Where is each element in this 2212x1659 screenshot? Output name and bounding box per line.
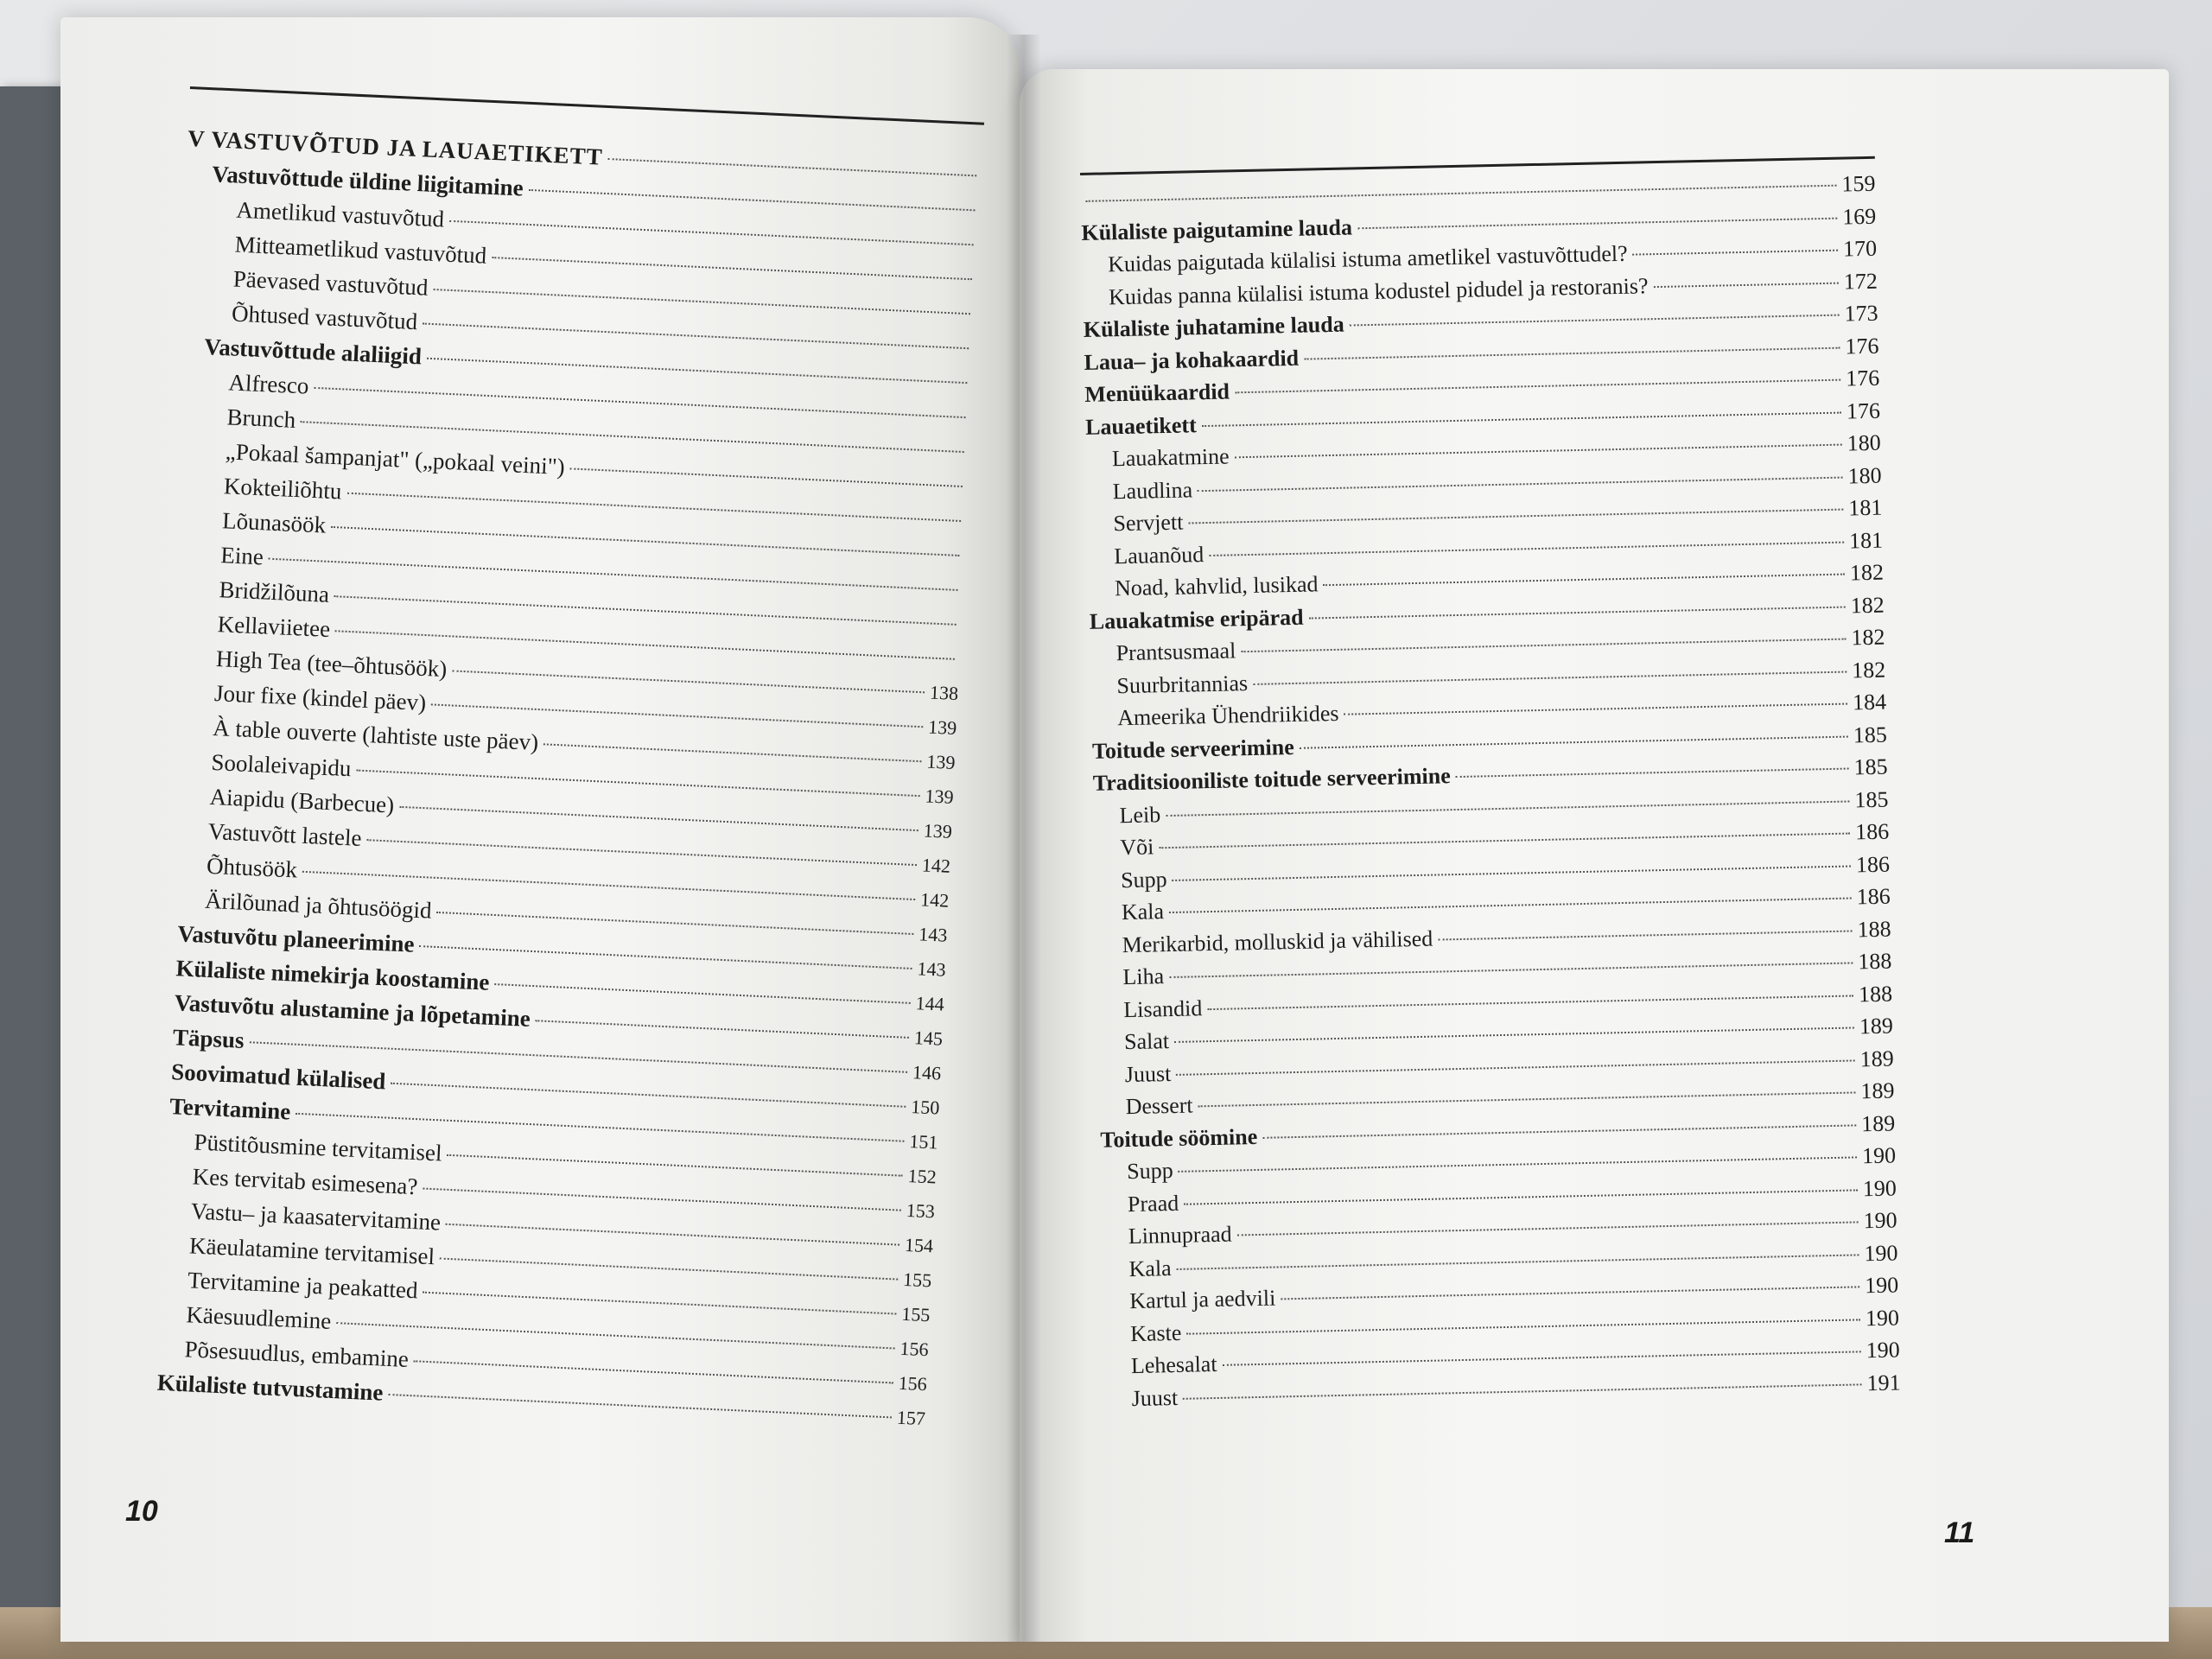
toc-entry-title: Päevased vastuvõtud (232, 265, 429, 301)
toc-entry-page: 190 (1862, 1174, 1897, 1201)
toc-entry-page: 151 (908, 1130, 939, 1154)
dot-leader (1456, 768, 1849, 779)
dot-leader (543, 743, 922, 762)
toc-entry-title: Jour fixe (kindel päev) (213, 680, 427, 716)
toc-entry-title: Laudlina (1112, 476, 1193, 504)
toc-entry-title: Servjett (1113, 509, 1184, 537)
toc-entry-title: Kartul ja aedvili (1129, 1285, 1276, 1314)
toc-entry-title: Külaliste paigutamine lauda (1081, 213, 1353, 245)
toc-entry-title: Külaliste nimekirja koostamine (175, 955, 491, 995)
book-gutter (1007, 35, 1041, 1642)
toc-entry-title: Liha (1122, 963, 1165, 990)
toc-entry-title: Noad, kahvlid, lusikad (1114, 571, 1319, 601)
dot-leader (1202, 411, 1841, 427)
toc-entry-title: Põsesuudlus, embamine (184, 1336, 410, 1372)
toc-entry-title: Juust (1131, 1384, 1179, 1411)
toc-entry-title: Juust (1124, 1060, 1172, 1087)
toc-entry-title: Täpsus (172, 1024, 245, 1053)
toc-entry-title: Vastuvõtt lastele (207, 817, 363, 851)
toc-entry-page: 176 (1846, 397, 1881, 423)
toc-entry-page: 186 (1856, 883, 1891, 910)
dot-leader (1344, 703, 1847, 715)
toc-entry-title: Bridžilõuna (218, 576, 330, 607)
toc-entry-list (1080, 171, 1901, 1419)
toc-entry-title: Traditsiooniliste toitude serveerimine (1092, 763, 1452, 796)
toc-entry-page: 189 (1859, 1013, 1894, 1039)
dot-leader (1198, 1091, 1856, 1107)
toc-entry-page: 189 (1860, 1109, 1896, 1136)
toc-entry-page: 173 (1844, 300, 1878, 327)
toc-entry-title: Kuidas panna külalisi istuma kodustel pidudel ja restoranis? (1108, 272, 1649, 309)
toc-entry-page: 182 (1851, 624, 1885, 651)
toc-entry-title: Vastuvõtu alustamine ja lõpetamine (174, 989, 531, 1032)
toc-entry-page: 154 (904, 1233, 934, 1257)
toc-entry-title: Õhtused vastuvõtud (231, 300, 418, 335)
toc-entry-page: 190 (1861, 1142, 1897, 1169)
toc-entry-title: Brunch (226, 404, 296, 433)
toc-entry-page: 176 (1845, 333, 1879, 359)
dot-leader (1176, 1059, 1854, 1075)
toc-entry-title: Õhtusöök (206, 852, 298, 883)
toc-entry-page: 144 (915, 992, 945, 1015)
dot-leader (1633, 250, 1839, 256)
dot-leader (1300, 735, 1848, 748)
toc-entry-page: 150 (910, 1096, 940, 1119)
toc-entry-title: Kellaviietee (217, 611, 331, 642)
dot-leader (1309, 606, 1846, 619)
toc-entry-page: 156 (898, 1371, 928, 1395)
toc-entry-title: Tervitamine ja peakatted (187, 1267, 419, 1304)
toc-entry-title: Supp (1120, 866, 1167, 893)
dot-leader (1177, 1254, 1859, 1270)
toc-entry-title: Soolaleivapidu (210, 748, 353, 782)
toc-entry-page: 142 (921, 854, 951, 877)
left-table-of-contents (130, 86, 984, 1439)
toc-entry-page: 185 (1853, 721, 1888, 747)
toc-entry-page: 185 (1853, 753, 1888, 780)
dot-leader (1241, 639, 1846, 653)
toc-entry-page: 139 (927, 715, 957, 739)
toc-entry-title: Leib (1119, 801, 1161, 828)
toc-entry-title: Kuidas paigutada külalisi istuma ametlikel vastuvõttudel? (1107, 240, 1628, 277)
toc-entry-title: Supp (1126, 1158, 1173, 1185)
toc-entry-page: 146 (912, 1061, 942, 1084)
toc-entry-title: Lauakatmise eripärad (1089, 604, 1304, 634)
toc-entry-page: 189 (1859, 1046, 1894, 1071)
dot-leader (1350, 315, 1840, 327)
toc-entry-page: 190 (1864, 1272, 1899, 1299)
toc-entry-title: Soovimatud külalised (170, 1058, 387, 1095)
dot-leader (1174, 1027, 1854, 1042)
toc-entry-title: Kaste (1129, 1319, 1182, 1346)
toc-entry-title: Lauanõud (1113, 541, 1205, 569)
toc-entry-title: Dessert (1125, 1092, 1193, 1120)
dot-leader (528, 189, 975, 211)
toc-entry-title: Kala (1128, 1255, 1172, 1281)
toc-entry-title: Käeulatamine tervitamisel (188, 1232, 435, 1270)
toc-entry-page: 139 (925, 750, 956, 773)
dot-leader (1173, 865, 1851, 880)
toc-entry-page: 188 (1858, 981, 1893, 1007)
dot-leader (1198, 476, 1842, 492)
toc-entry-page: 155 (902, 1268, 932, 1292)
dot-leader (1281, 1286, 1859, 1300)
toc-entry-title: Laua– ja kohakaardid (1084, 345, 1300, 375)
toc-entry-title: Toitude söömine (1100, 1123, 1258, 1153)
toc-entry-page: 157 (896, 1406, 926, 1430)
toc-entry-page: 145 (913, 1027, 944, 1050)
dot-leader (1207, 995, 1853, 1010)
toc-entry-title: Ärilõunad ja õhtusöögid (204, 887, 433, 924)
toc-entry-title: Vastuvõttude alaliigid (203, 334, 423, 370)
dot-leader (1159, 833, 1850, 849)
toc-entry-page: 182 (1851, 657, 1886, 683)
dot-leader (608, 158, 977, 176)
dot-leader (536, 1020, 909, 1039)
toc-entry-title: Aiapidu (Barbecue) (209, 783, 395, 818)
toc-entry-page: 170 (1842, 235, 1878, 262)
toc-entry-page: 138 (929, 681, 959, 705)
toc-entry-page: 186 (1854, 818, 1890, 845)
toc-entry-page: 139 (923, 819, 953, 842)
toc-entry-page: 188 (1858, 948, 1892, 975)
right-table-of-contents (1080, 156, 1901, 1419)
toc-entry-page: 185 (1854, 786, 1889, 812)
dot-leader (1253, 671, 1847, 684)
toc-entry-title: Käesuudlemine (185, 1301, 332, 1334)
toc-entry-title: Külaliste juhatamine lauda (1083, 311, 1344, 342)
toc-entry-page: 143 (916, 957, 947, 981)
toc-entry-page: 181 (1848, 494, 1883, 521)
dot-leader (1438, 930, 1852, 940)
dot-leader (1086, 185, 1837, 202)
toc-entry-title: Vastuvõttude üldine liigitamine (211, 161, 524, 201)
dot-leader (1209, 541, 1844, 556)
toc-entry-title: Lehesalat (1130, 1351, 1217, 1379)
dot-leader (1188, 509, 1843, 524)
page-number: 11 (1944, 1516, 1975, 1549)
toc-entry-title: Salat (1123, 1028, 1170, 1055)
dot-leader (494, 983, 911, 1004)
toc-entry-title: Prantsusmaal (1116, 638, 1236, 666)
toc-entry-page: 181 (1848, 527, 1884, 553)
dot-leader (1357, 217, 1837, 229)
toc-entry-page: 184 (1852, 689, 1887, 715)
dot-leader (1223, 1351, 1861, 1365)
toc-entry-page: 169 (1841, 203, 1877, 230)
page-number: 10 (125, 1495, 158, 1528)
toc-entry-page: 143 (918, 923, 948, 946)
toc-entry-page: 159 (1841, 170, 1876, 197)
toc-entry-page: 172 (1843, 268, 1878, 295)
toc-entry-page: 182 (1849, 559, 1885, 586)
toc-entry-title: Lauaetikett (1084, 411, 1197, 440)
dot-leader (1235, 444, 1842, 459)
toc-entry-page: 142 (919, 888, 950, 912)
toc-entry-title: Eine (219, 542, 264, 570)
dot-leader (440, 1258, 898, 1281)
dot-leader (1237, 1221, 1859, 1236)
toc-entry-title: Kala (1121, 899, 1165, 925)
toc-entry-title: Kokteiliõhtu (223, 473, 343, 505)
toc-entry-page: 190 (1864, 1239, 1898, 1266)
toc-entry-title: Suurbritannias (1116, 670, 1249, 698)
toc-entry-page: 139 (925, 785, 955, 808)
toc-entry-title: Lisandid (1122, 995, 1203, 1022)
toc-entry-title: Kes tervitab esimesena? (192, 1163, 419, 1200)
toc-entry-title: Ameerika Ühendriikides (1116, 700, 1339, 731)
toc-entry-page: 188 (1857, 916, 1891, 942)
toc-entry-page: 190 (1863, 1207, 1897, 1234)
toc-entry-page: 152 (907, 1164, 938, 1188)
toc-entry-title: V VASTUVÕTUD JA LAUAETIKETT (187, 124, 604, 170)
dot-leader (1304, 346, 1840, 359)
toc-entry-page: 191 (1866, 1369, 1901, 1395)
toc-entry-page: 176 (1845, 365, 1880, 391)
toc-entry-title: Merikarbid, molluskid ja vähilised (1122, 925, 1433, 957)
toc-entry-title: Praad (1127, 1190, 1179, 1217)
dot-leader (1323, 574, 1844, 587)
toc-entry-title: Mitteametlikud vastuvõtud (234, 231, 487, 269)
toc-entry-title: „Pokaal šampanjat" („pokaal veini") (225, 438, 566, 480)
toc-entry-title: Või (1120, 834, 1154, 861)
toc-entry-page: 180 (1847, 429, 1882, 456)
dot-leader (569, 467, 962, 487)
dot-leader (1186, 1319, 1860, 1334)
dot-leader (1169, 962, 1853, 978)
toc-entry-title: Püstitõusmine tervitamisel (193, 1128, 443, 1166)
toc-entry-page: 186 (1855, 851, 1891, 877)
toc-entry-title: À table ouverte (lahtiste uste päev) (212, 714, 539, 756)
dot-leader (1262, 1124, 1856, 1138)
toc-entry-title: Vastu– ja kaasatervitamine (190, 1198, 442, 1236)
toc-entry-page: 182 (1850, 592, 1885, 618)
dot-leader (1183, 1383, 1861, 1399)
toc-entry-title: Ametlikud vastuvõtud (235, 196, 445, 232)
toc-entry-page: 155 (900, 1302, 931, 1326)
toc-entry-title: Linnupraad (1128, 1221, 1232, 1249)
dot-leader (1166, 800, 1849, 817)
toc-entry-title: Toitude serveerimine (1091, 734, 1294, 764)
toc-entry-title: Menüükaardid (1084, 378, 1230, 407)
toc-entry-title: Külaliste tutvustamine (156, 1369, 385, 1406)
toc-entry-title: Lõunasöök (221, 507, 327, 538)
dot-leader (1169, 897, 1852, 913)
toc-entry-title: High Tea (tee–õhtusöök) (215, 645, 448, 683)
toc-entry-page: 153 (906, 1198, 936, 1223)
toc-entry-page: 180 (1847, 462, 1882, 488)
toc-entry-page: 190 (1865, 1304, 1900, 1331)
toc-entry-title: Tervitamine (168, 1093, 291, 1125)
dot-leader (1184, 1189, 1858, 1205)
dot-leader (447, 1154, 902, 1177)
dot-leader (1179, 1156, 1857, 1172)
toc-entry-title: Vastuvõtu planeerimine (176, 920, 416, 957)
dot-leader (1235, 379, 1840, 394)
dot-leader (446, 1224, 899, 1246)
toc-entry-page: 189 (1860, 1077, 1895, 1104)
toc-entry-page: 156 (899, 1337, 930, 1361)
toc-entry-title: Alfresco (227, 369, 310, 399)
toc-entry-list (130, 125, 982, 1439)
toc-entry-title: Lauakatmine (1111, 443, 1230, 472)
dot-leader (1653, 282, 1838, 287)
toc-entry-page: 190 (1866, 1337, 1901, 1363)
